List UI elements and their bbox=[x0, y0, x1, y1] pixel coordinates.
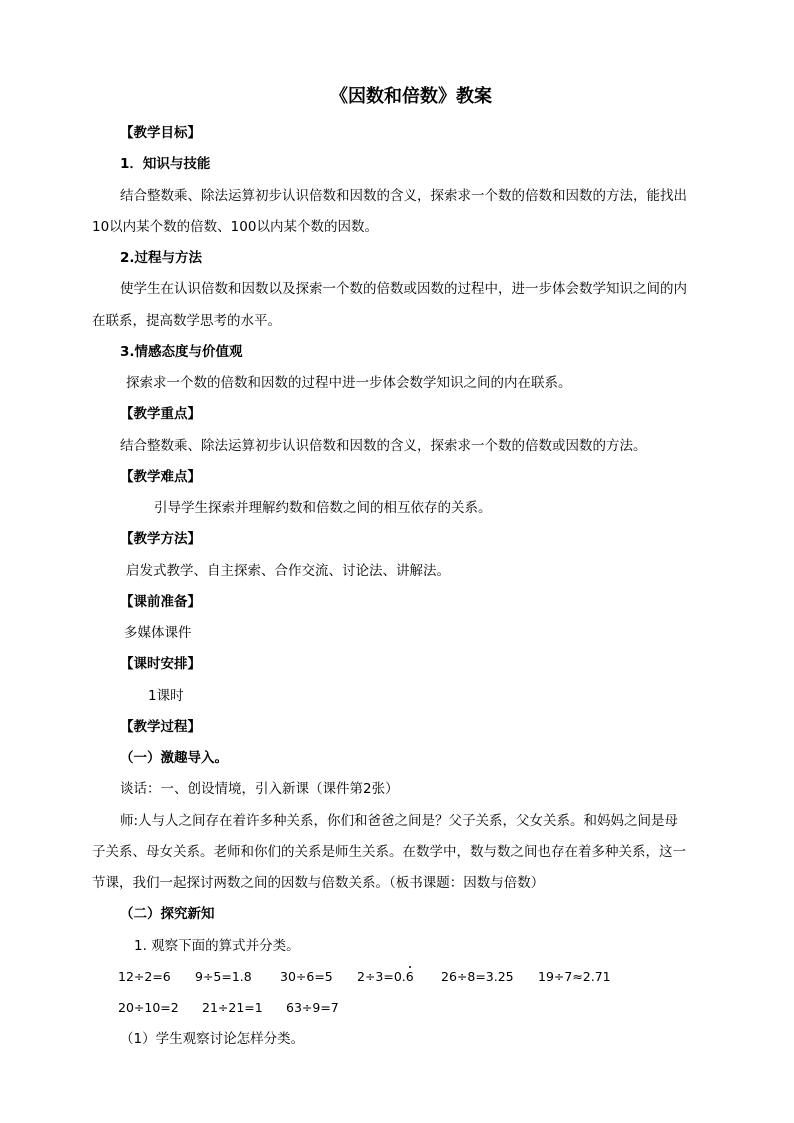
goal-2-text-line-2: 在联系，提高数学思考的水平。 bbox=[92, 313, 281, 329]
goal-2-text-line-1: 使学生在认识倍数和因数以及探索一个数的倍数或因数的过程中，进一步体会数学知识之间的内 bbox=[120, 281, 687, 297]
key-points-text: 结合整数乘、除法运算初步认识倍数和因数的含义，探索求一个数的倍数或因数的方法。 bbox=[120, 438, 647, 454]
process-part-1-line-3: 子关系、母女关系。老师和你们的关系是师生关系。在数学中，数与数之间也存在着多种关系，这一 bbox=[92, 844, 686, 860]
section-heading-process: 【教学过程】 bbox=[120, 719, 201, 735]
goal-1-heading: 1．知识与技能 bbox=[120, 156, 211, 172]
goal-1-text-line-2: 10以内某个数的倍数、100以内某个数的因数。 bbox=[92, 219, 378, 235]
preparation-text: 多媒体课件 bbox=[124, 625, 192, 641]
equation: 20÷10=2 bbox=[118, 1000, 179, 1015]
repeating-digit: 6 bbox=[405, 969, 414, 984]
section-heading-difficulties: 【教学难点】 bbox=[120, 469, 201, 485]
process-part-1-line-1: 谈话：一、创设情境，引入新课（课件第2张） bbox=[120, 781, 399, 797]
process-part-1-line-2: 师:人与人之间存在着许多种关系，你们和爸爸之间是？父子关系，父女关系。和妈妈之间是母 bbox=[120, 813, 679, 829]
equation: 21÷21=1 bbox=[202, 1000, 263, 1015]
equation: 63÷9=7 bbox=[286, 1000, 339, 1015]
difficulties-text: 引导学生探索并理解约数和倍数之间的相互依存的关系。 bbox=[154, 500, 492, 516]
section-heading-key-points: 【教学重点】 bbox=[120, 406, 201, 422]
goal-2-heading: 2.过程与方法 bbox=[120, 250, 203, 266]
process-part-2-line-1: 1. 观察下面的算式并分类。 bbox=[134, 938, 300, 954]
equation: 19÷7≈2.71 bbox=[538, 969, 611, 984]
equation-repeating-decimal bbox=[357, 969, 414, 985]
process-part-2-line-2: （1）学生观察讨论怎样分类。 bbox=[120, 1031, 305, 1047]
section-heading-preparation: 【课前准备】 bbox=[120, 594, 201, 610]
page-title: 《因数和倍数》教案 bbox=[330, 86, 492, 107]
section-heading-methods: 【教学方法】 bbox=[120, 531, 201, 547]
methods-text: 启发式教学、自主探索、合作交流、讨论法、讲解法。 bbox=[126, 563, 450, 579]
goal-3-text-line-1: 探索求一个数的倍数和因数的过程中进一步体会数学知识之间的内在联系。 bbox=[126, 375, 572, 391]
section-heading-goals: 【教学目标】 bbox=[120, 125, 201, 141]
section-heading-schedule: 【课时安排】 bbox=[120, 656, 201, 672]
process-part-2-heading: （二）探究新知 bbox=[120, 906, 215, 922]
equation: 9÷5=1.8 bbox=[195, 969, 252, 984]
equation: 26÷8=3.25 bbox=[441, 969, 514, 984]
schedule-text: 1课时 bbox=[148, 688, 184, 704]
equation: 30÷6=5 bbox=[280, 969, 333, 984]
goal-1-text-line-1: 结合整数乘、除法运算初步认识倍数和因数的含义，探索求一个数的倍数和因数的方法，能找出 bbox=[120, 188, 687, 204]
equation: 12÷2=6 bbox=[118, 969, 171, 984]
goal-3-heading: 3.情感态度与价值观 bbox=[120, 344, 243, 360]
equation-text: 2÷3=0. bbox=[357, 969, 406, 984]
process-part-1-heading: （一）激趣导入。 bbox=[120, 750, 228, 766]
process-part-1-line-4: 节课，我们一起探讨两数之间的因数与倍数关系。（板书课题：因数与倍数） bbox=[92, 875, 545, 891]
